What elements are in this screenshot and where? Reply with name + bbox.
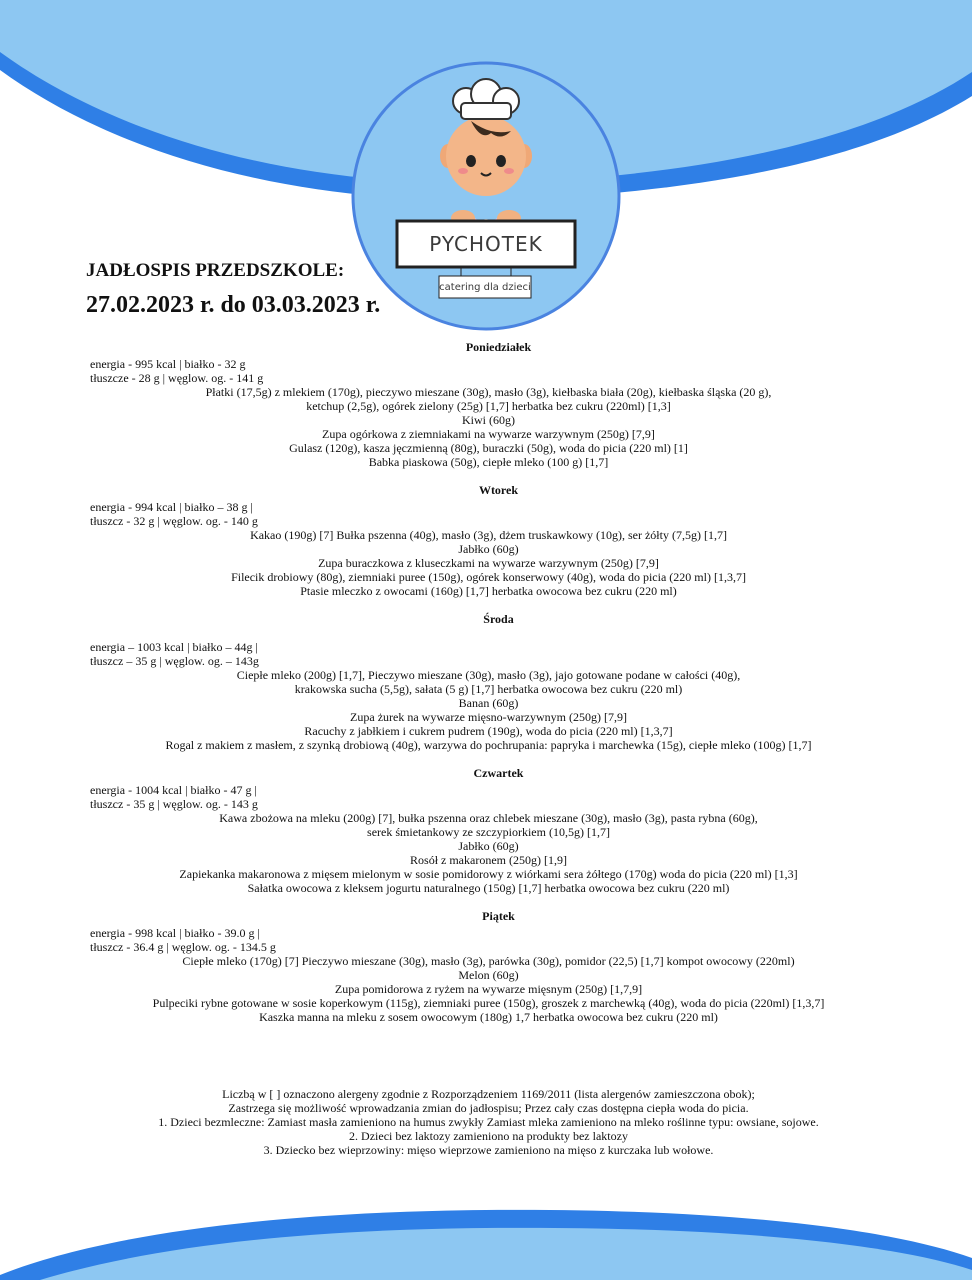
note-line: 2. Dzieci bez laktozy zamieniono na produkty bez laktozy: [349, 1129, 628, 1143]
day-title: Poniedziałek: [465, 340, 532, 354]
date-range: 27.02.2023 r. do 03.03.2023 r.: [86, 292, 381, 318]
meal-line: Racuchy z jabłkiem i cukrem pudrem (190g), woda do picia (220 ml) [1,3,7]: [304, 724, 673, 738]
brand-tagline: catering dla dzieci: [439, 281, 531, 293]
meal-line: Rosół z makaronem (250g) [1,9]: [410, 853, 567, 867]
nutrition-line: energia - 995 kcal | białko - 32 g: [90, 357, 246, 371]
note-line: Zastrzega się możliwość wprowadzania zmian do jadłospisu; Przez cały czas dostępna ciepła woda do picia.: [228, 1101, 749, 1115]
meal-line: krakowska sucha (5,5g), sałata (5 g) [1,7] herbatka owocowa bez cukru (220 ml): [294, 682, 683, 696]
note-line: Liczbą w [ ] oznaczono alergeny zgodnie z Rozporządzeniem 1169/2011 (lista alergenów zamieszczona obok);: [222, 1087, 755, 1101]
nutrition-line: energia - 998 kcal | białko - 39.0 g |: [90, 926, 260, 940]
meal-line: Kaszka manna na mleku z sosem owocowym (180g) 1,7 herbatka owocowa bez cukru (220 ml): [259, 1010, 718, 1024]
day-monday: [86, 340, 891, 469]
meal-line: Ptasie mleczko z owocami (160g) [1,7] herbatka owocowa bez cukru (220 ml): [300, 584, 677, 598]
allergen-notes: [86, 1087, 891, 1157]
day-wednesday: [86, 612, 891, 752]
nutrition-line: tłuszcz - 32 g | węglow. og. - 140 g: [90, 514, 258, 528]
day-title: Środa: [483, 612, 514, 626]
nutrition-line: energia – 1003 kcal | białko – 44g |: [90, 640, 258, 654]
meal-line: Kakao (190g) [7] Bułka pszenna (40g), masło (3g), dżem truskawkowy (10g), ser żółty (7,5g) [1,7]: [250, 528, 727, 542]
day-tuesday: [86, 483, 891, 598]
day-title: Wtorek: [478, 483, 519, 497]
meal-line: Sałatka owocowa z kleksem jogurtu naturalnego (150g) [1,7] herbatka owocowa bez cukru (220 ml): [247, 881, 730, 895]
meal-line: Zupa ogórkowa z ziemniakami na wywarze warzywnym (250g) [7,9]: [322, 427, 655, 441]
page-title: JADŁOSPIS PRZEDSZKOLE:: [86, 260, 345, 281]
meal-line: Płatki (17,5g) z mlekiem (170g), pieczywo mieszane (30g), masło (3g), kiełbaska biała (20g), kiełbaska śląska (20 g),: [205, 385, 772, 399]
nutrition-line: tłuszcz - 35 g | węglow. og. - 143 g: [90, 797, 258, 811]
meal-line: Jabłko (60g): [458, 542, 519, 556]
meal-line: ketchup (2,5g), ogórek zielony (25g) [1,7] herbatka bez cukru (220ml) [1,3]: [306, 399, 671, 413]
nutrition-line: tłuszcz – 35 g | węglow. og. – 143g: [90, 654, 259, 668]
note-line: 3. Dziecko bez wieprzowiny: mięso wieprzowe zamieniono na mięso z kurczaka lub wołowe.: [263, 1143, 714, 1157]
meal-line: Ciepłe mleko (170g) [7] Pieczywo mieszane (30g), masło (3g), parówka (30g), pomidor (22,5) [1,7] kompot owocowy (220ml): [182, 954, 795, 968]
meal-line: Zupa pomidorowa z ryżem na wywarze mięsnym (250g) [1,7,9]: [334, 982, 643, 996]
note-line: 1. Dzieci bezmleczne: Zamiast masła zamieniono na humus zwykły Zamiast mleka zamieniono na mleko roślinne typu: owsiane, sojowe.: [158, 1115, 819, 1129]
day-thursday: [86, 766, 891, 895]
nutrition-line: tłuszcz - 36.4 g | węglow. og. - 134.5 g: [90, 940, 276, 954]
day-title: Piątek: [482, 909, 515, 923]
meal-line: Pulpeciki rybne gotowane w sosie koperkowym (115g), ziemniaki puree (150g), groszek z marchewką (40g), woda do picia (220ml) [1,3,7]: [152, 996, 825, 1010]
meal-line: Melon (60g): [458, 968, 519, 982]
baby-head: [446, 116, 526, 196]
meal-line: Zapiekanka makaronowa z mięsem mielonym w sosie pomidorowy z wiórkami sera żółtego (170g) woda do picia (220 ml) [1,3]: [179, 867, 798, 881]
meal-line: Filecik drobiowy (80g), ziemniaki puree (150g), ogórek konserwowy (40g), woda do picia (220 ml) [1,3,7]: [231, 570, 746, 584]
meal-line: Zupa buraczkowa z kluseczkami na wywarze warzywnym (250g) [7,9]: [318, 556, 659, 570]
nutrition-line: energia - 994 kcal | białko – 38 g |: [90, 500, 253, 514]
menu-list: [86, 340, 891, 1024]
meal-line: Ciepłe mleko (200g) [1,7], Pieczywo mieszane (30g), masło (3g), jajo gotowane podane w całości (40g),: [236, 668, 741, 682]
meal-line: Gulasz (120g), kasza jęczmienną (80g), buraczki (50g), woda do picia (220 ml) [1]: [289, 441, 688, 455]
meal-line: Banan (60g): [458, 696, 519, 710]
meal-line: serek śmietankowy ze szczypiorkiem (10,5g) [1,7]: [367, 825, 610, 839]
meal-line: Kiwi (60g): [462, 413, 515, 427]
meal-line: Jabłko (60g): [458, 839, 519, 853]
day-friday: [86, 909, 891, 1024]
brand-name: PYCHOTEK: [429, 232, 543, 256]
meal-line: Zupa żurek na wywarze mięsno-warzywnym (250g) [7,9]: [350, 710, 627, 724]
meal-line: Babka piaskowa (50g), ciepłe mleko (100 g) [1,7]: [368, 455, 609, 469]
day-title: Czwartek: [473, 766, 524, 780]
meal-line: Rogal z makiem z masłem, z szynką drobiową (40g), warzywa do pochrupania: papryka i marchewka (15g), ciepłe mleko (100g) [1,7]: [165, 738, 812, 752]
nutrition-line: tłuszcze - 28 g | węglow. og. - 141 g: [90, 371, 264, 385]
meal-line: Kawa zbożowa na mleku (200g) [7], bułka pszenna oraz chlebek mieszane (30g), masło (3g), pasta rybna (60g),: [219, 811, 758, 825]
nutrition-line: energia - 1004 kcal | białko - 47 g |: [90, 783, 257, 797]
